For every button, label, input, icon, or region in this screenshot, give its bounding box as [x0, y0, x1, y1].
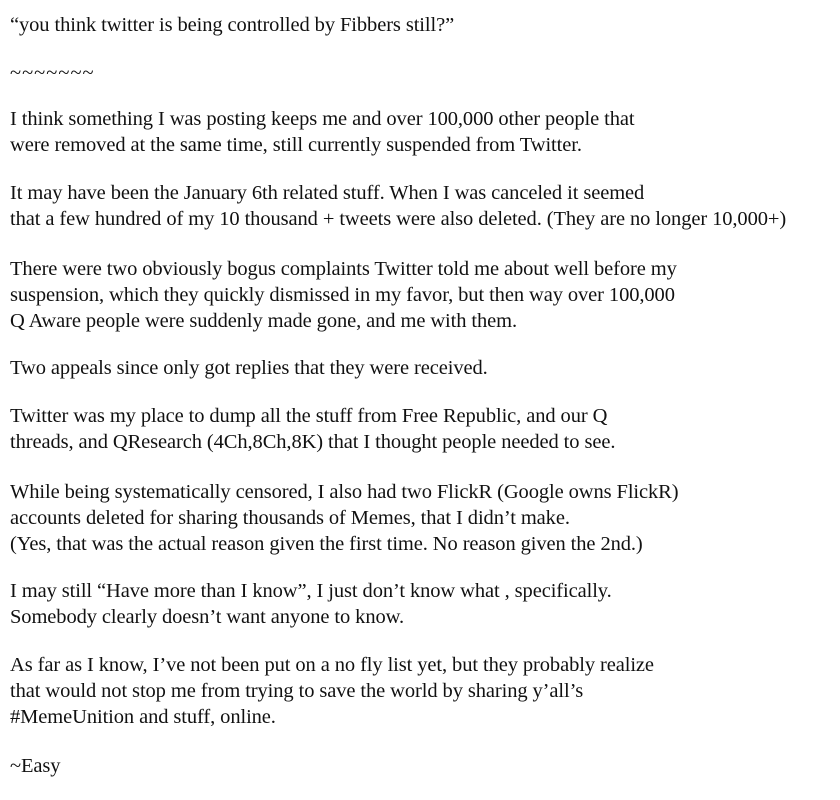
body-paragraph: [10, 106, 634, 158]
text-line: ~~~~~~~: [10, 62, 95, 84]
text-line: I think something I was posting keeps me and over 100,000 other people that: [10, 108, 635, 130]
text-line: Somebody clearly doesn’t want anyone to know.: [10, 606, 405, 628]
body-paragraph: [10, 180, 786, 232]
text-line: I may still “Have more than I know”, I just don’t know what , specifically.: [10, 580, 612, 602]
separator-tildes: [10, 60, 95, 86]
text-line: #MemeUnition and stuff, online.: [10, 706, 276, 728]
text-line: that would not stop me from trying to save the world by sharing y’all’s: [10, 680, 584, 702]
text-line: Q Aware people were suddenly made gone, and me with them.: [10, 310, 518, 332]
signature-line: [10, 753, 60, 779]
text-line: accounts deleted for sharing thousands of Memes, that I didn’t make.: [10, 507, 570, 529]
text-line: (Yes, that was the actual reason given the first time. No reason given the 2nd.): [10, 533, 643, 555]
text-line: Twitter was my place to dump all the stuff from Free Republic, and our Q: [10, 405, 608, 427]
text-line: Two appeals since only got replies that they were received.: [10, 357, 488, 379]
text-line: “you think twitter is being controlled by Fibbers still?”: [10, 14, 455, 36]
text-line: were removed at the same time, still currently suspended from Twitter.: [10, 134, 582, 156]
text-line: threads, and QResearch (4Ch,8Ch,8K) that I thought people needed to see.: [10, 431, 616, 453]
text-line: that a few hundred of my 10 thousand + tweets were also deleted. (They are no longer 10,000+): [10, 208, 787, 230]
text-line: There were two obviously bogus complaints Twitter told me about well before my: [10, 258, 677, 280]
body-paragraph: [10, 355, 488, 381]
text-line: As far as I know, I’ve not been put on a no fly list yet, but they probably realize: [10, 654, 654, 676]
text-line: It may have been the January 6th related stuff. When I was canceled it seemed: [10, 182, 645, 204]
text-line: suspension, which they quickly dismissed in my favor, but then way over 100,000: [10, 284, 675, 306]
body-paragraph: [10, 403, 615, 455]
text-line: While being systematically censored, I also had two FlickR (Google owns FlickR): [10, 481, 679, 503]
body-paragraph: [10, 578, 612, 630]
text-line: ~Easy: [10, 755, 61, 777]
quote-paragraph: [10, 12, 454, 38]
body-paragraph: [10, 479, 678, 557]
body-paragraph: [10, 652, 654, 730]
body-paragraph: [10, 256, 677, 334]
